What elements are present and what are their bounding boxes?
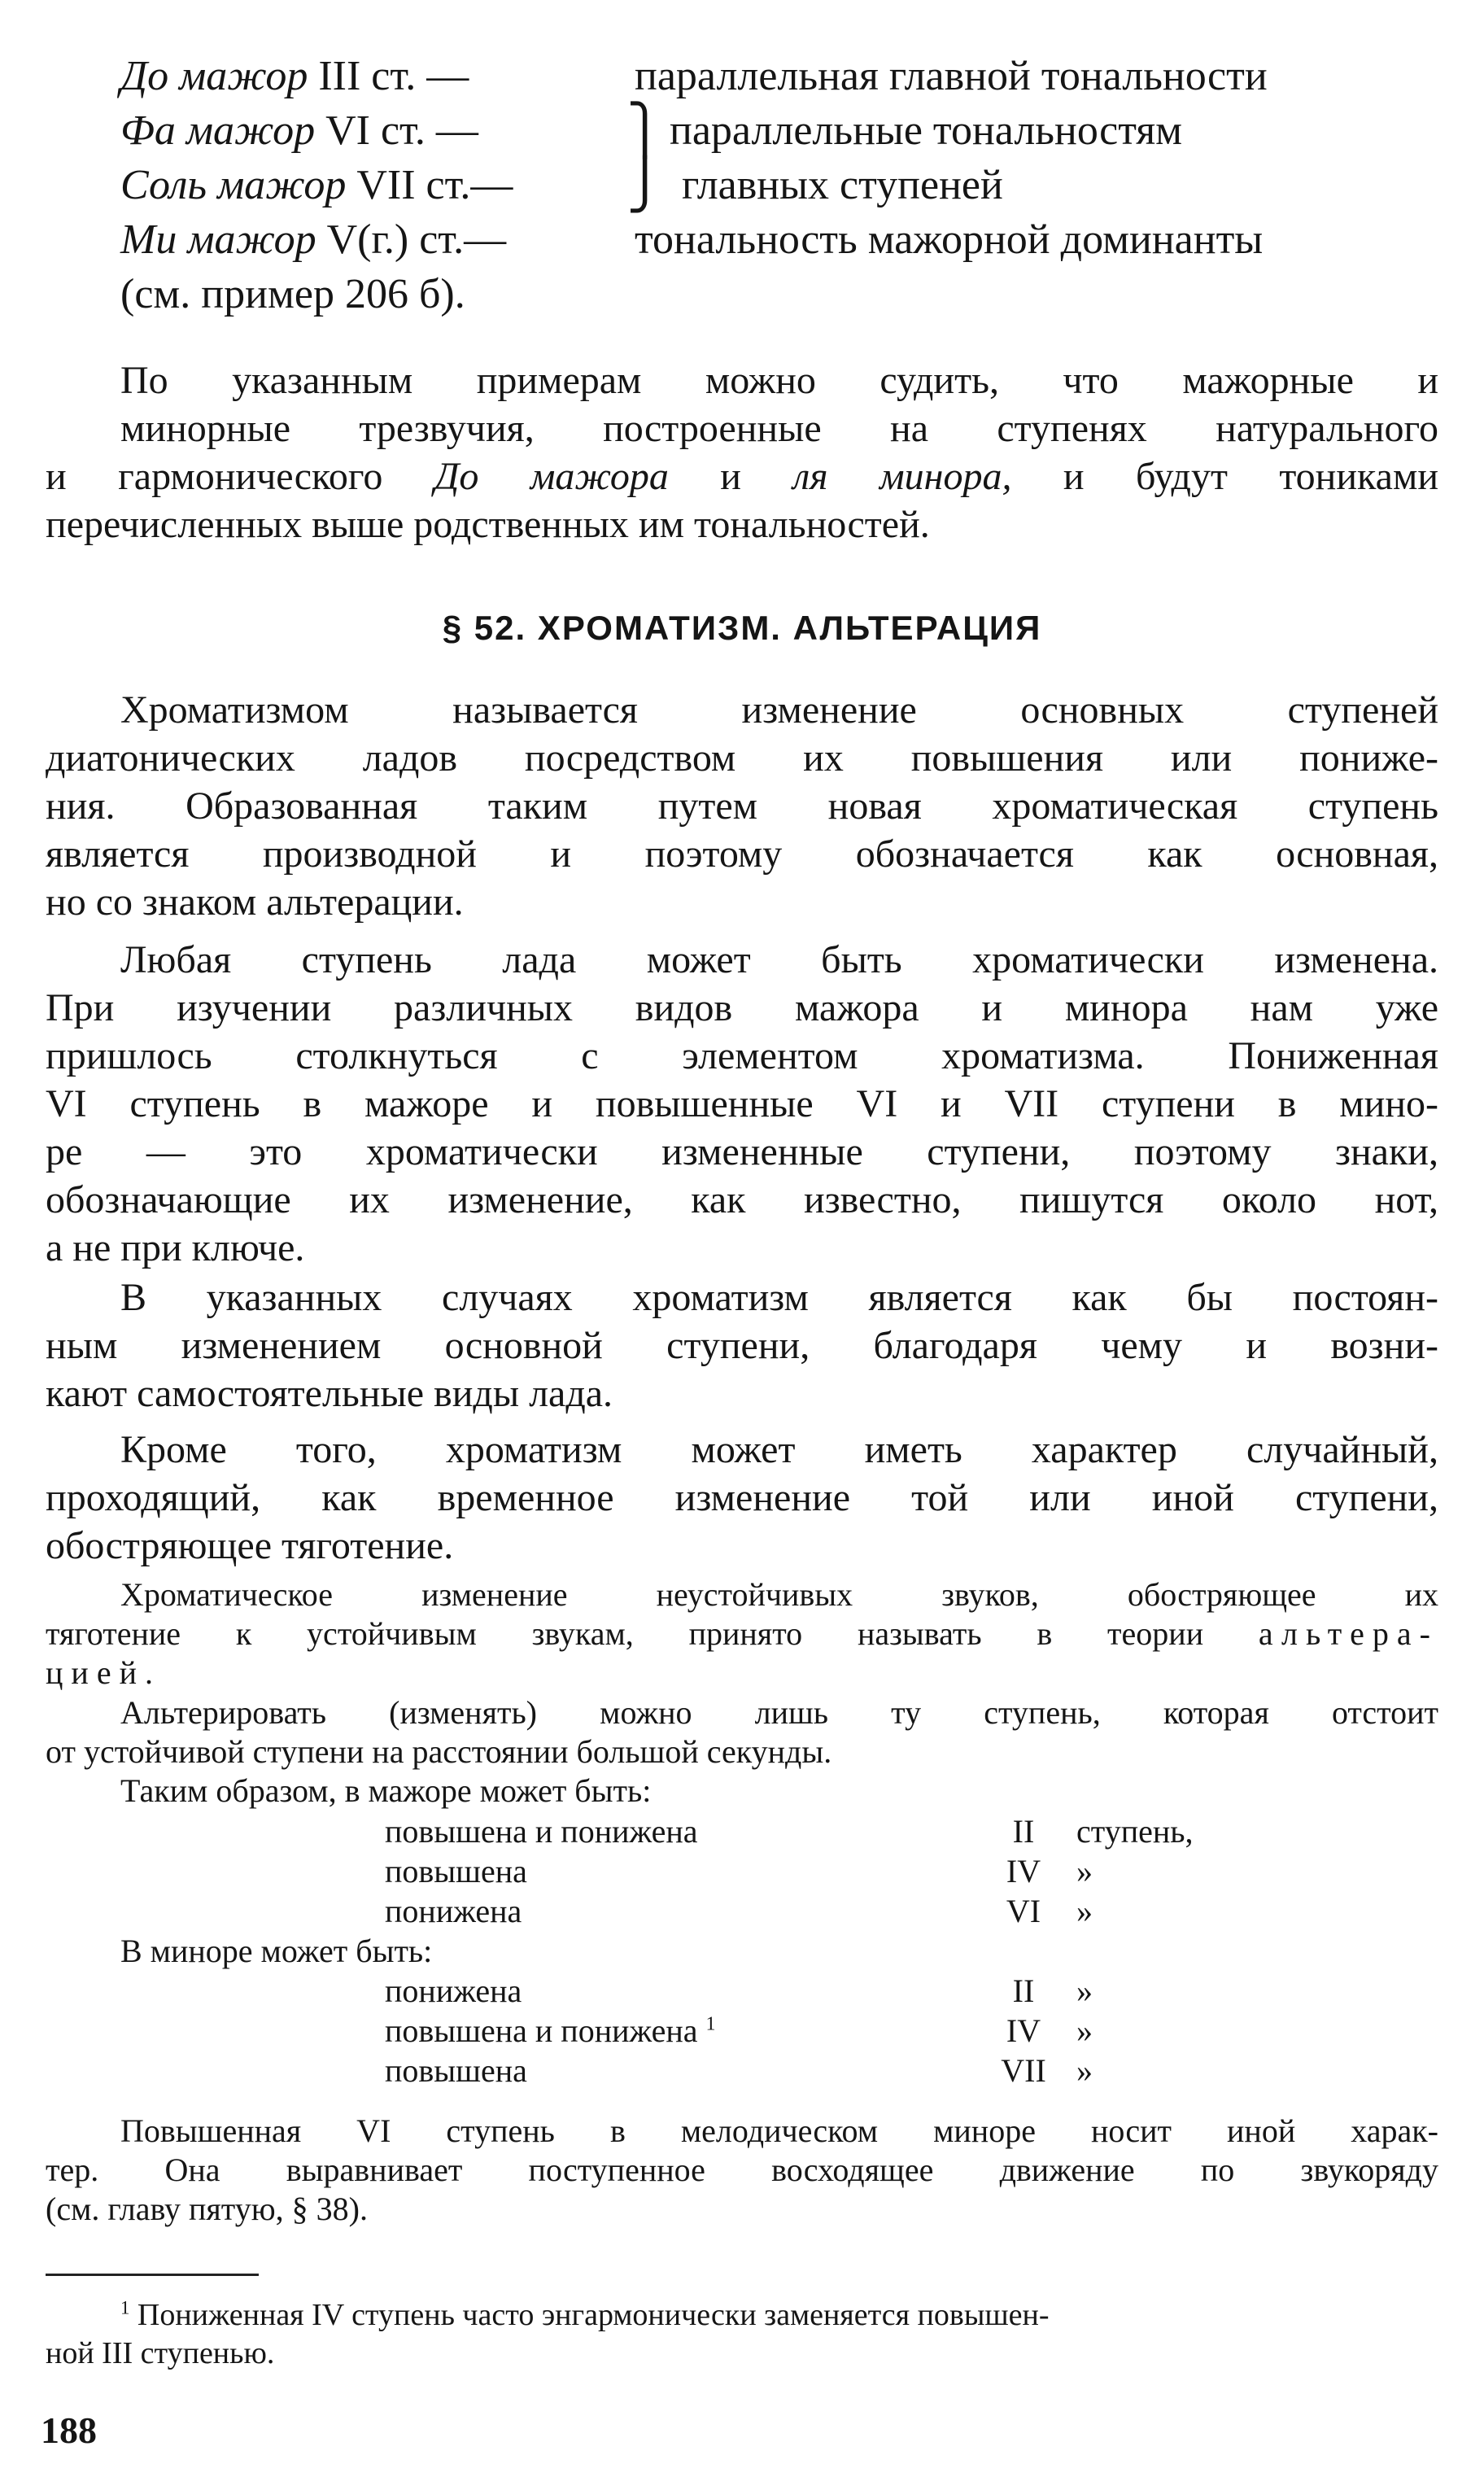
label-text: повышена и понижена [385, 2012, 698, 2049]
key-name: До мажор [120, 53, 308, 99]
text-line: перечисленных выше родственных им тональностей. [46, 503, 930, 546]
degree: III ст. — [318, 53, 469, 99]
text-run: тяготение к устойчивым звукам, принято называть в теории [46, 1615, 1259, 1652]
text-line: Таким образом, в мажоре может быть: [120, 1772, 652, 1809]
text-line: По указанным примерам можно судить, что мажорные и [120, 359, 1438, 402]
text-line: Альтерировать (изменять) можно лишь ту ступень, которая отстоит [120, 1694, 1438, 1731]
text-line: кают самостоятельные виды лада. [46, 1372, 613, 1415]
paragraph [46, 686, 1438, 926]
section-heading: § 52. ХРОМАТИЗМ. АЛЬТЕРАЦИЯ [442, 609, 1042, 647]
degree-suffix: » [1076, 2052, 1093, 2089]
degree-suffix: » [1076, 1853, 1093, 1889]
text-line: обозначающие их изменение, как известно, пишутся около нот, [46, 1178, 1438, 1221]
text-line: но со знаком альтерации. [46, 880, 464, 924]
page-number: 188 [41, 2409, 97, 2451]
tonality-description: параллельная главной тональности [635, 53, 1268, 99]
minor-heading: В миноре может быть: [120, 1933, 433, 1969]
text-line: диатонических ладов посредством их повышения или пониже- [46, 736, 1438, 780]
key-name: Соль мажор [120, 162, 347, 208]
small-paragraph [46, 1693, 1438, 1771]
tonality-description: главных ступеней [682, 162, 1003, 208]
tonality-row [120, 49, 1268, 103]
table-row [120, 1891, 1341, 1931]
paragraph [46, 1426, 1438, 1570]
text-line [46, 2296, 1429, 2335]
small-paragraph [46, 2112, 1438, 2229]
text-line: является производной и поэтому обозначается как основная, [46, 832, 1438, 876]
brace-icon: ⎫ [626, 103, 663, 157]
degree: VII ст.— [356, 162, 513, 208]
alteration-label [385, 2011, 716, 2051]
table-row [120, 1811, 1341, 1851]
text-line: Повышенная VI ступень в мелодическом миноре носит иной харак- [120, 2112, 1438, 2149]
text-line: пришлось столкнуться с элементом хроматизма. Пониженная [46, 1034, 1438, 1077]
table-row [120, 2051, 1341, 2090]
tonality-row [120, 103, 1183, 158]
degrees-table [120, 1811, 1341, 2090]
degree-number: II [1012, 1813, 1035, 1850]
table-row [120, 2011, 1341, 2051]
footnote-mark: 1 [120, 2297, 130, 2318]
tonality-description: тональность мажорной доминанты [635, 216, 1264, 263]
italic-text: ля минора, [792, 455, 1012, 498]
footnote-mark: 1 [705, 2013, 716, 2035]
degree-suffix: ступень, [1076, 1813, 1194, 1850]
text-run: и [668, 455, 793, 498]
alteration-label: понижена [385, 1972, 522, 2009]
text-line: а не при ключе. [46, 1226, 305, 1269]
text-line: от устойчивой ступени на расстоянии большой секунды. [46, 1733, 832, 1770]
text-line [46, 1614, 1438, 1653]
table-row [120, 1931, 1341, 1971]
text-line: В указанных случаях хроматизм является как бы постоян- [120, 1276, 1438, 1319]
text-line: обостряющее тяготение. [46, 1524, 454, 1567]
spaced-term: цией. [46, 1654, 161, 1691]
spaced-term: альтера- [1258, 1615, 1438, 1652]
brace-icon: ⎭ [626, 158, 663, 212]
text-run: и гармонического [46, 455, 434, 498]
text-line: минорные трезвучия, построенные на ступенях натурального [120, 407, 1438, 450]
degree-number: II [1012, 1972, 1035, 2009]
footnote-divider [46, 2274, 259, 2276]
key-name: Фа мажор [120, 107, 316, 154]
text-line: ре — это хроматически измененные ступени, поэтому знаки, [46, 1130, 1438, 1173]
alteration-label: повышена и понижена [385, 1813, 698, 1850]
table-row [120, 1971, 1341, 2011]
text-line: При изучении различных видов мажора и минора нам уже [46, 986, 1438, 1029]
text-line: проходящий, как временное изменение той или иной ступени, [46, 1476, 1438, 1519]
tonality-description: параллельные тональностям [670, 107, 1183, 154]
text-line: ным изменением основной ступени, благодаря чему и возни- [46, 1324, 1438, 1367]
text-run: Пониженная IV ступень часто энгармонически заменяется повышен- [129, 2298, 1050, 2332]
paragraph [46, 1273, 1438, 1418]
degree-number: VII [1001, 2052, 1046, 2089]
text-line [46, 452, 1438, 500]
text-line: Хроматизмом называется изменение основных ступеней [120, 688, 1438, 732]
alteration-label: понижена [385, 1893, 522, 1929]
degree: V(г.) ст.— [326, 216, 507, 263]
degree-suffix: » [1076, 1972, 1093, 2009]
alteration-label: повышена [385, 1853, 527, 1889]
example-reference: (см. пример 206 б). [120, 271, 465, 317]
key-name: Ми мажор [120, 216, 316, 263]
text-line: (см. главу пятую, § 38). [46, 2191, 368, 2227]
intro-paragraph [46, 356, 1439, 548]
text-line: Кроме того, хроматизм может иметь характер случайный, [120, 1428, 1438, 1471]
text-line: тер. Она выравнивает поступенное восходящее движение по звукоряду [46, 2151, 1438, 2188]
text-line: Хроматическое изменение неустойчивых звуков, обостряющее их [120, 1576, 1438, 1613]
degree: VI ст. — [325, 107, 478, 154]
alteration-label: повышена [385, 2052, 527, 2089]
text-line: ной III ступенью. [46, 2336, 275, 2370]
tonality-row [120, 212, 1264, 267]
text-run: и будут тониками [1011, 455, 1439, 498]
footnote [46, 2296, 1429, 2373]
degree-number: VI [1006, 1893, 1041, 1929]
degree-number: IV [1006, 2012, 1041, 2049]
text-line: VI ступень в мажоре и повышенные VI и VII ступени в мино- [46, 1082, 1438, 1125]
degree-suffix: » [1076, 2012, 1093, 2049]
degree-number: IV [1006, 1853, 1041, 1889]
tonality-list [120, 49, 1268, 321]
degree-suffix: » [1076, 1893, 1093, 1929]
italic-text: До мажора [434, 455, 669, 498]
paragraph [46, 936, 1438, 1272]
small-paragraph [46, 1575, 1438, 1693]
tonality-row [120, 158, 1003, 212]
text-line: Любая ступень лада может быть хроматически изменена. [120, 938, 1438, 981]
text-line: ния. Образованная таким путем новая хроматическая ступень [46, 784, 1438, 828]
table-row [120, 1851, 1341, 1891]
